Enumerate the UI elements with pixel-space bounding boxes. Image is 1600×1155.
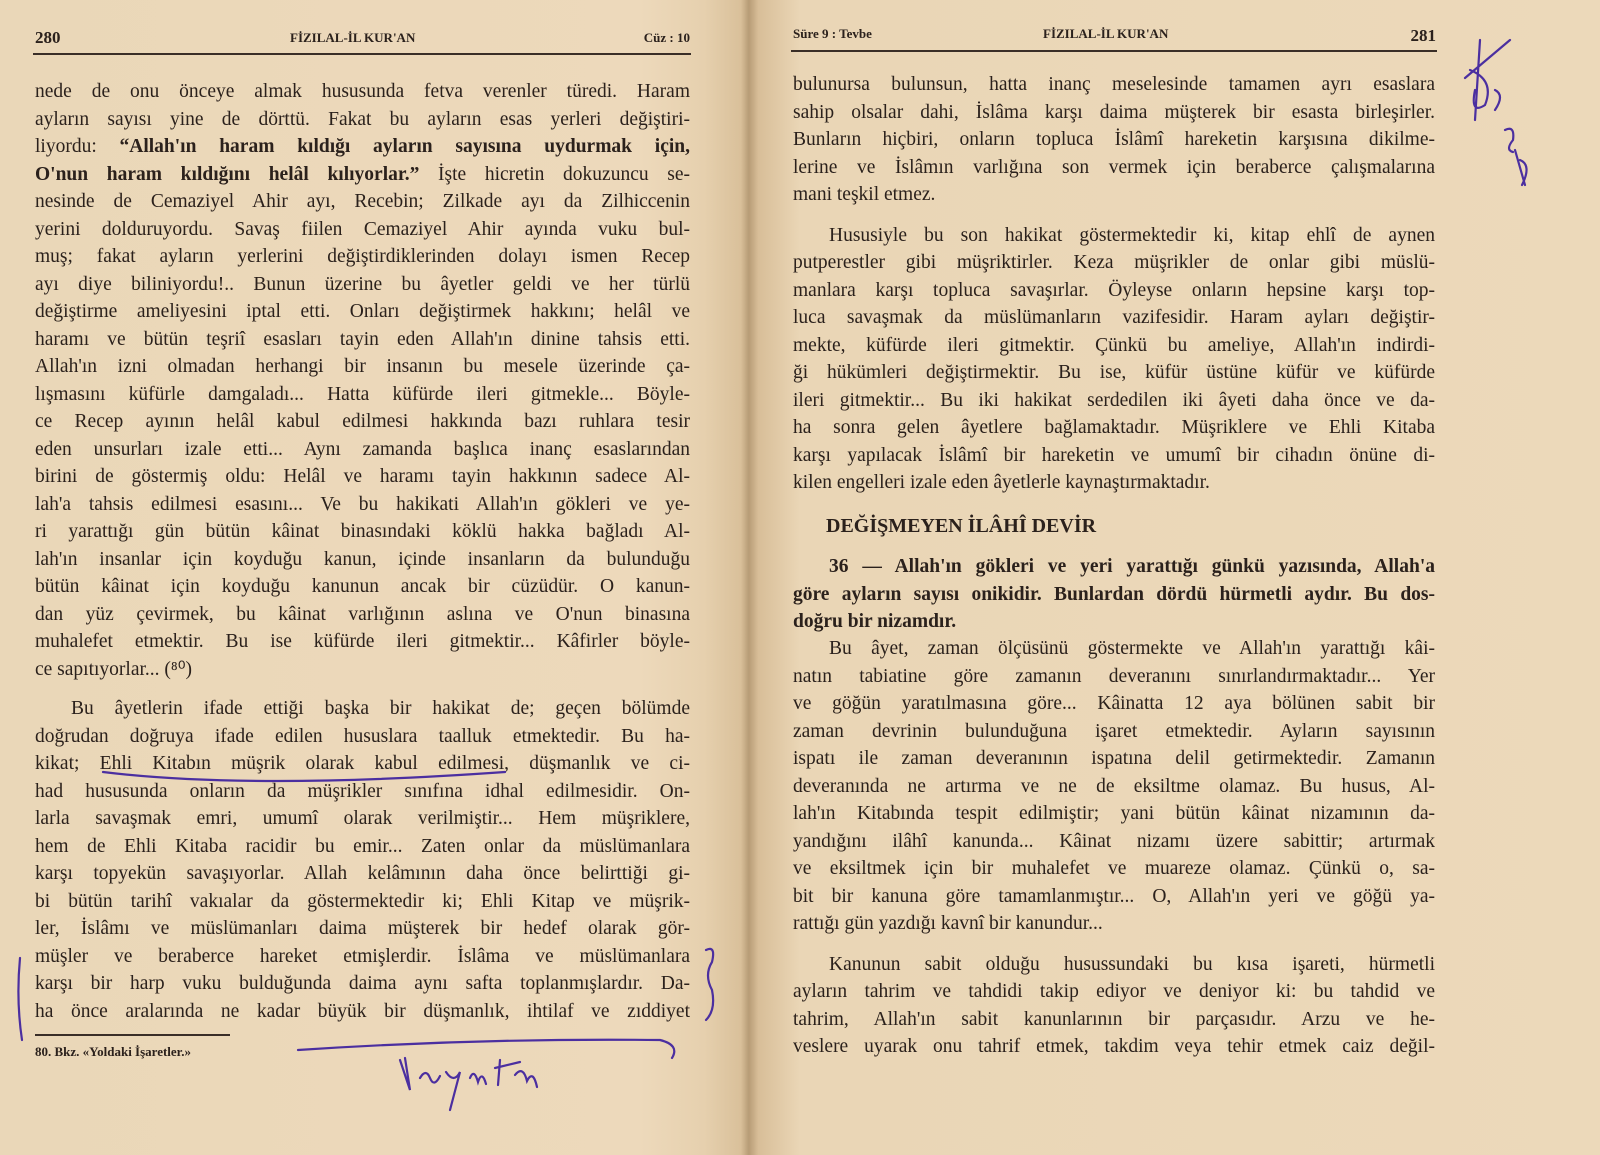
text-line: ce sapıtıyorlar... (⁸⁰) [35,658,193,680]
text-line: bütün kâinat için koyduğu kanunun ancak bir cüzüdür. O kanun- [35,576,690,597]
text-line [35,161,690,189]
text-line: mani teşkil etmez. [793,184,936,205]
text-line: karşı topyekün savaşıyorlar. Allah kelâmının daha önce belirttiği gi- [35,863,690,884]
text-line: muş; fakat ayların yerlerini değiştirdiklerinden dolayı ismen Recep [35,246,690,267]
text-span: İşte hicretin dokuzuncu se- [419,163,690,185]
text-line: ce Recep ayının helâl kabul edilmesi hakkında bazı ruhlara tesir [35,411,690,432]
text-line: mekte, küfürde ileri gitmektir. Çünkü bu ameliye, Allah'ın indirdi- [793,334,1435,356]
text-line: birini de göstermiş oldu: Helâl ve haramı tayin hakkının sadece Al- [35,466,690,487]
page-number: 281 [1410,26,1436,45]
verse-line: doğru bir nizamdır. [793,611,957,632]
text-line: lah'ın insanlar için koyduğu kanun, içinde insanların da bulunduğu [35,548,690,570]
text-line: ispatı ile zaman deveranının ispatına delil getirmektedir. Zamanın [793,748,1435,769]
right-page-header [793,26,1436,48]
text-line: lerine ve İslâmın varlığına son vermek için beraberce çalışmalarına [793,156,1435,178]
text-line: deveranında ne artırma ve ne de eksiltme olamaz. Bu husus, Al- [793,775,1435,797]
text-line: ayların tahrim ve tahdidi takip ediyor ve deniyor ki: bu tahdid ve [793,981,1435,1002]
text-line: kikat; Ehli Kitabın müşrik olarak kabul edilmesi, düşmanlık ve ci- [35,753,690,774]
paragraph [793,222,1435,497]
text-line: ayı diye biliniyordu!.. Bunun üzerine bu âyetler geldi ve her türlü [35,273,690,295]
text-line: dan yüz çevirmek, bu kâinat varlığının aslına ve O'nun binasına [35,603,690,625]
text-line: ve göğün yaratılmasına göre... Kâinatta 12 aya bölünen sabit bir [793,693,1435,714]
text-line: karşı bir harp vuku bulduğunda daima aynı safta toplanmışlardır. Da- [35,973,690,994]
text-line: rattığı gün yazdığı kavnî bir kanundur... [793,913,1103,934]
text-line: zaman devrinin bulunduğuna işaret etmektedir. Ayların sayısının [793,720,1435,742]
margin-scribble [1465,40,1527,185]
text-line: yerini dolduruyordu. Savaş fiilen Cemaziyel Ahir ayında vuku bul- [35,218,690,240]
running-title: FİZILAL-İL KUR'AN [290,30,416,45]
text-line: ileri gitmektir... Bu iki hakikat serdedilen iki âyeti daha önce ve da- [793,389,1435,411]
text-line: müşler ve beraberce hareket etmişlerdir. İslâma ve müslümanlara [35,945,690,967]
text-line: tahrim, Allah'ın sabit kanunlarının bir parçasıdır. Arzu ve he- [793,1008,1435,1030]
text-line: ler, İslâmı ve müslümanları daima müşterek bir hedef olarak gör- [35,918,690,939]
footnote-rule [35,1034,230,1036]
section-label: Süre 9 : Tevbe [793,26,872,41]
text-line: bit bir kanuna göre tamamlanmıştır... O, Allah'ın yeri ve göğü ya- [793,885,1435,907]
text-line: değiştirme ameliyesini iptal etti. Onları değiştirmek hakkını; helâl ve [35,301,690,322]
header-rule [33,53,691,55]
paragraph [793,951,1435,1061]
text-line: Kanunun sabit olduğu husussundaki bu kısa işareti, hürmetli [829,953,1435,975]
text-line: nesinde de Cemaziyel Ahir ayı, Recebin; Zilkade ayı da Zilhiccenin [35,191,690,212]
verse-line: göre ayların sayısı onikidir. Bunlardan dördü hürmetli aydır. Bu dos- [793,583,1435,605]
right-page-body-top [793,71,1435,497]
verse-36 [793,553,1435,636]
text-line: muhalefet etmektir. Bu ise küfürde ileri gitmektir... Kâfirler böyle- [35,631,690,652]
text-line: Bu âyetlerin ifade ettiği başka bir hakikat de; geçen bölümde [71,698,690,719]
text-line: yandığını ilâhî kanunda... Kâinat nizamı üzere sabittir; artırmak [793,830,1435,852]
text-line: Hususiyle bu son hakikat göstermektedir ki, kitap ehlî de aynen [829,224,1435,246]
left-page-header [35,26,690,48]
text-line: larla savaşmak emri, umumî olarak verilmiştir... Hem müşriklere, [35,808,690,829]
text-line: eden unsurları izale etti... Aynı zamanda başlıca inanç esaslarından [35,438,690,460]
page-number: 280 [35,28,61,47]
text-line: haramı ve bütün teşriî esasları tayin eden Allah'ın dinine tahsis etti. [35,328,690,350]
right-page-body-bottom [793,635,1435,1061]
text-line: Bunların hiçbiri, onların topluca İslâmî hareketin karşısına dikilme- [793,129,1435,150]
pen-bracket-right [706,949,713,1020]
verse-line: 36 — Allah'ın gökleri ve yeri yarattığı günkü yazısında, Allah'a [829,556,1435,577]
running-title: FİZILAL-İL KUR'AN [1043,26,1169,41]
paragraph [793,635,1435,938]
text-line: sahip olsalar dahi, İslâma karşı daima müşterek bir esasta birleşirler. [793,101,1435,123]
text-line: hem de Ehli Kitaba racidir bu emir... Zaten onlar da müslümanlara [35,835,690,857]
text-line [35,133,690,161]
text-line: ve eksiltmek için bir muhalefet ve muareze olamaz. Çünkü o, sa- [793,858,1435,879]
text-line: karşı yapılacak İslâmî bir hareketin ve umumî bir cihadın önüne di- [793,444,1435,466]
text-line: natın tabiatine göre zamanın deveranını sınırlandırmaktadır... Yer [793,665,1435,687]
text-line: luca savaşmak da müslümanların vazifesidir. Haram ayları değiştir- [793,307,1435,328]
text-line: nede de onu önceye almak hususunda fetva verenler türedi. Haram [35,81,690,102]
pen-signature-line [298,1040,674,1058]
text-line: lah'ın Kitabında tespit edilmiştir; yani bütün kâinat nizamının da- [793,803,1435,824]
text-line: bulunursa bulunsun, hatta inanç meselesinde tamamen ayrı esaslara [793,74,1435,95]
text-span: liyordu: [35,136,120,157]
text-line: ha önce aralarında ne kadar büyük bir düşmanlık, ihtilaf ve zıddiyet [35,1000,690,1022]
text-line: ayların sayısı yine de dörttü. Fakat bu ayların esas yerleri değiştiri- [35,108,690,130]
pen-bracket-left [18,958,22,1040]
paragraph [793,71,1435,209]
text-line: lah'a tahsis edilmesi esasını... Ve bu hakikati Allah'ın gökleri ve ye- [35,493,690,515]
paragraph [35,78,690,683]
text-line: manlara karşı topluca savaşırlar. Öyleyse onların hepsine karşı top- [793,279,1435,301]
text-line: lışmasını küfürle damgaladı... Hatta küfürde ileri gitmekle... Böyle- [35,383,690,405]
section-label: Cüz : 10 [643,30,690,45]
text-line: had hususunda onların da müşrikler sınıfına idhal edilmesidir. On- [35,780,690,802]
bold-quote: “Allah'ın haram kıldığı ayların sayısına uydurmak için, [119,136,690,157]
text-line: putperestler gibi müşriktirler. Keza müşrikler de onlar gibi müslü- [793,252,1435,273]
text-line: veslere uyarak onu tahrif etmek, takdim veya tehir etmek caiz değil- [793,1036,1435,1057]
text-line: ri yarattığı gün bütün kâinat binasındaki köklü hakka bağladı Al- [35,521,690,542]
bold-quote: O'nun haram kıldığını helâl kılıyorlar.” [35,163,420,185]
signature-scribble [400,1058,537,1110]
text-line: doğrudan doğruya ifade edilen hususlara taalluk etmektedir. Bu ha- [35,725,690,747]
text-line: bi bütün tarihî vakıalar da göstermektedir ki; Ehli Kitap ve müşrik- [35,890,690,912]
text-line: Bu âyet, zaman ölçüsünü göstermekte ve Allah'ın yarattığı kâi- [829,638,1435,659]
paragraph [35,695,690,1025]
header-rule [791,50,1437,52]
text-line: Allah'ın izni olmadan herhangi bir insanın bu mesele üzerinde ça- [35,356,690,377]
text-line: ha sonra gelen âyetlere bağlamaktadır. Müşriklere ve Ehli Kitaba [793,417,1435,438]
section-heading: DEĞİŞMEYEN İLÂHÎ DEVİR [826,515,1097,537]
text-line: ği hükümleri değiştirmektir. Bu ise, küfür üstüne küfür ve küfürde [793,362,1435,383]
footnote: 80. Bkz. «Yoldaki İşaretler.» [35,1044,192,1059]
text-line: kilen engelleri izale eden âyetlerle kaynaştırmaktadır. [793,472,1210,493]
left-page-body [35,78,690,1025]
